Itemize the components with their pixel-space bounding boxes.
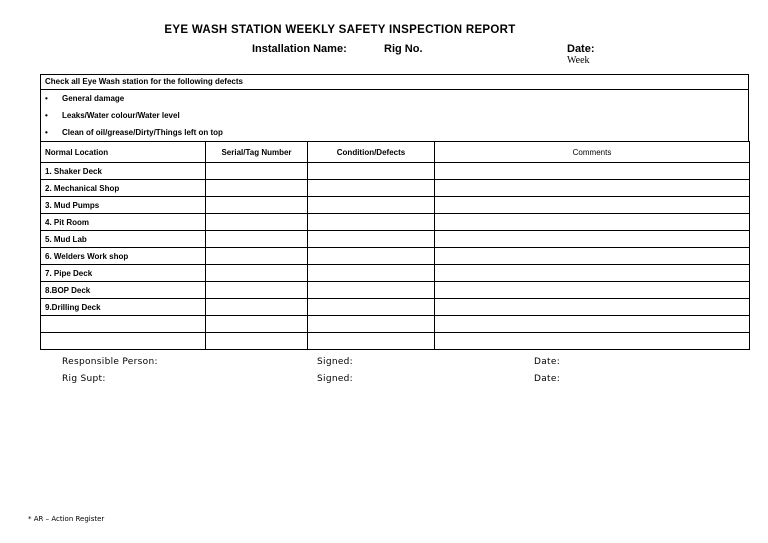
table-row <box>41 197 750 214</box>
comments-cell[interactable] <box>435 333 750 350</box>
condition-cell[interactable] <box>308 197 435 214</box>
table-row <box>41 214 750 231</box>
comments-cell[interactable] <box>435 248 750 265</box>
condition-cell[interactable] <box>308 299 435 316</box>
footnote: * AR – Action Register <box>28 515 105 523</box>
comments-cell[interactable] <box>435 214 750 231</box>
serial-cell[interactable] <box>206 265 308 282</box>
table-row <box>41 248 750 265</box>
location-cell: 8.BOP Deck <box>41 282 206 299</box>
condition-cell[interactable] <box>308 180 435 197</box>
checklist-heading: Check all Eye Wash station for the following defects <box>41 75 748 90</box>
checklist-item: • Leaks/Water colour/Water level <box>41 107 748 124</box>
responsible-person-label: Responsible Person: <box>62 357 158 367</box>
table-row <box>41 282 750 299</box>
table-header-row <box>41 142 750 163</box>
table-row <box>41 231 750 248</box>
comments-cell[interactable] <box>435 163 750 180</box>
condition-cell[interactable] <box>308 333 435 350</box>
bullet-icon: • <box>45 128 48 137</box>
rig-number-label: Rig No. <box>384 43 423 55</box>
rig-supt-label: Rig Supt: <box>62 374 106 384</box>
condition-cell[interactable] <box>308 316 435 333</box>
location-cell[interactable] <box>41 333 206 350</box>
table-row <box>41 316 750 333</box>
location-cell: 3. Mud Pumps <box>41 197 206 214</box>
bullet-icon: • <box>45 94 48 103</box>
column-header: Normal Location <box>41 142 206 163</box>
signed-label: Signed: <box>317 374 354 384</box>
condition-cell[interactable] <box>308 163 435 180</box>
serial-cell[interactable] <box>206 282 308 299</box>
checklist-item: • General damage <box>41 90 748 107</box>
bullet-icon: • <box>45 111 48 120</box>
condition-cell[interactable] <box>308 231 435 248</box>
serial-cell[interactable] <box>206 333 308 350</box>
serial-cell[interactable] <box>206 299 308 316</box>
location-cell: 4. Pit Room <box>41 214 206 231</box>
location-cell: 9.Drilling Deck <box>41 299 206 316</box>
inspection-table <box>40 141 750 350</box>
condition-cell[interactable] <box>308 282 435 299</box>
comments-cell[interactable] <box>435 197 750 214</box>
checklist-item: • Clean of oil/grease/Dirty/Things left on top <box>41 124 748 141</box>
serial-cell[interactable] <box>206 248 308 265</box>
date-label: Date: <box>567 43 595 55</box>
week-label: Week <box>567 55 590 66</box>
location-cell: 1. Shaker Deck <box>41 163 206 180</box>
serial-cell[interactable] <box>206 163 308 180</box>
table-row <box>41 163 750 180</box>
comments-cell[interactable] <box>435 265 750 282</box>
serial-cell[interactable] <box>206 231 308 248</box>
report-title: EYE WASH STATION WEEKLY SAFETY INSPECTION REPORT <box>164 24 516 36</box>
comments-cell[interactable] <box>435 316 750 333</box>
comments-cell[interactable] <box>435 299 750 316</box>
serial-cell[interactable] <box>206 197 308 214</box>
column-header: Condition/Defects <box>308 142 435 163</box>
defects-checklist <box>40 74 749 141</box>
signature-date-label: Date: <box>534 357 561 367</box>
location-cell: 5. Mud Lab <box>41 231 206 248</box>
comments-cell[interactable] <box>435 282 750 299</box>
inspection-form <box>40 74 749 350</box>
column-header: Comments <box>435 142 750 163</box>
location-cell: 7. Pipe Deck <box>41 265 206 282</box>
table-row <box>41 299 750 316</box>
location-cell: 2. Mechanical Shop <box>41 180 206 197</box>
comments-cell[interactable] <box>435 180 750 197</box>
signed-label: Signed: <box>317 357 354 367</box>
table-row <box>41 180 750 197</box>
comments-cell[interactable] <box>435 231 750 248</box>
serial-cell[interactable] <box>206 214 308 231</box>
location-cell[interactable] <box>41 316 206 333</box>
column-header: Serial/Tag Number <box>206 142 308 163</box>
condition-cell[interactable] <box>308 214 435 231</box>
table-row <box>41 265 750 282</box>
location-cell: 6. Welders Work shop <box>41 248 206 265</box>
condition-cell[interactable] <box>308 265 435 282</box>
serial-cell[interactable] <box>206 316 308 333</box>
signature-date-label: Date: <box>534 374 561 384</box>
condition-cell[interactable] <box>308 248 435 265</box>
serial-cell[interactable] <box>206 180 308 197</box>
installation-name-label: Installation Name: <box>252 43 347 55</box>
table-row <box>41 333 750 350</box>
